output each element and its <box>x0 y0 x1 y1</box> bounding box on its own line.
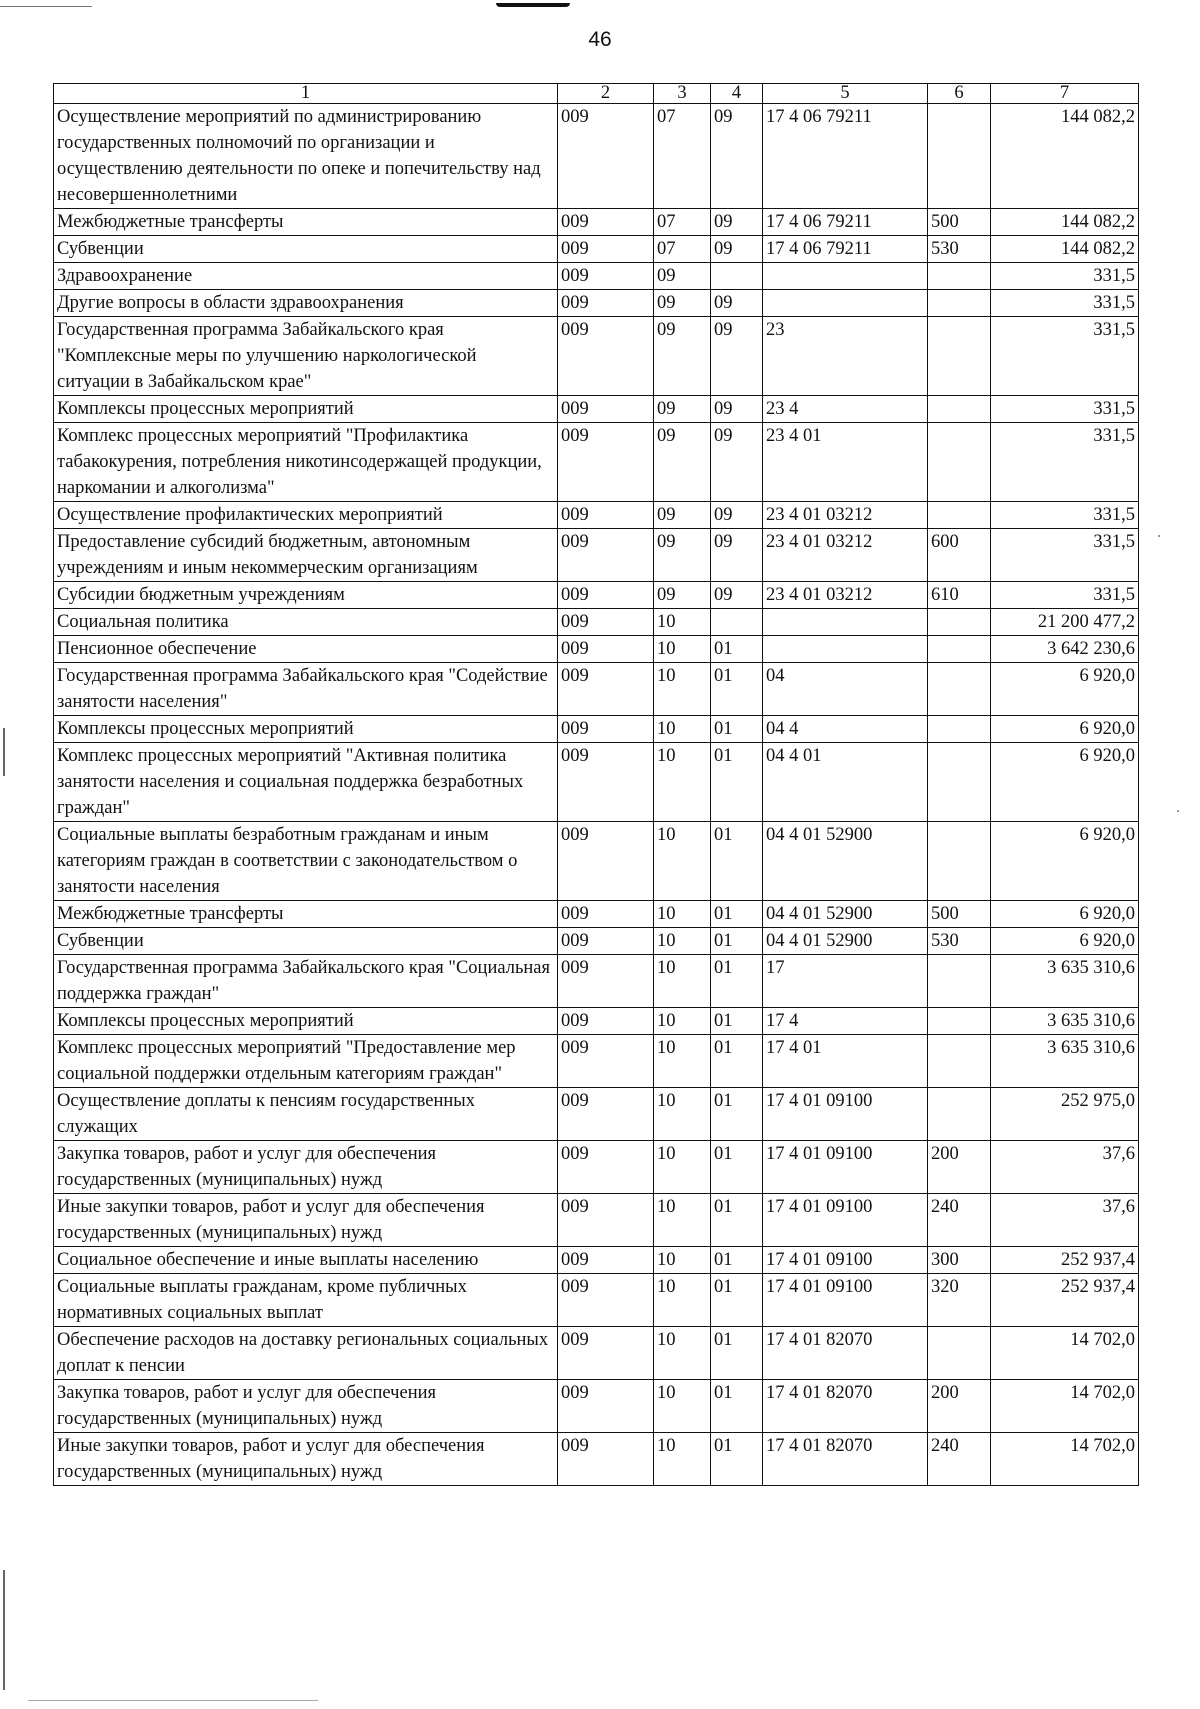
subsection-code-cell <box>711 609 763 636</box>
subsection-code-cell: 01 <box>711 1141 763 1194</box>
expense-name-cell: Иные закупки товаров, работ и услуг для обеспечения государственных (муниципальных) нужд <box>54 1433 558 1486</box>
subsection-code-cell: 01 <box>711 955 763 1008</box>
table-row <box>54 263 1139 290</box>
subsection-code-cell: 01 <box>711 822 763 901</box>
expense-name-cell: Комплексы процессных мероприятий <box>54 716 558 743</box>
amount-cell: 331,5 <box>991 290 1139 317</box>
expense-name-cell: Межбюджетные трансферты <box>54 901 558 928</box>
table-row <box>54 1035 1139 1088</box>
subsection-code-cell: 01 <box>711 901 763 928</box>
expense-type-cell <box>928 743 991 822</box>
scan-artifact-mark <box>496 3 570 7</box>
expense-name-cell: Пенсионное обеспечение <box>54 636 558 663</box>
subsection-code-cell: 01 <box>711 663 763 716</box>
expense-type-cell: 500 <box>928 901 991 928</box>
amount-cell: 144 082,2 <box>991 104 1139 209</box>
table-row <box>54 1088 1139 1141</box>
expense-type-cell: 600 <box>928 529 991 582</box>
expense-type-cell: 530 <box>928 236 991 263</box>
target-article-cell <box>763 636 928 663</box>
subsection-code-cell: 01 <box>711 1327 763 1380</box>
subsection-code-cell: 09 <box>711 290 763 317</box>
expense-type-cell <box>928 609 991 636</box>
expense-name-cell: Государственная программа Забайкальского края "Комплексные меры по улучшению наркологической ситуации в Забайкальском крае" <box>54 317 558 396</box>
expense-name-cell: Осуществление мероприятий по администрированию государственных полномочий по организации и осуществлению деятельности по опеке и попечительству над несовершеннолетними <box>54 104 558 209</box>
expense-name-cell: Комплекс процессных мероприятий "Предоставление мер социальной поддержки отдельным категориям граждан" <box>54 1035 558 1088</box>
expense-type-cell <box>928 716 991 743</box>
target-article-cell: 04 4 01 <box>763 743 928 822</box>
expense-name-cell: Субвенции <box>54 928 558 955</box>
amount-cell: 3 635 310,6 <box>991 1008 1139 1035</box>
expense-type-cell <box>928 290 991 317</box>
section-code-cell: 10 <box>654 955 711 1008</box>
target-article-cell: 17 4 01 09100 <box>763 1088 928 1141</box>
section-code-cell: 10 <box>654 1088 711 1141</box>
expense-name-cell: Комплекс процессных мероприятий "Активная политика занятости населения и социальная поддержка безработных граждан" <box>54 743 558 822</box>
ministry-code-cell: 009 <box>558 609 654 636</box>
table-row <box>54 290 1139 317</box>
table-row <box>54 1194 1139 1247</box>
subsection-code-cell: 01 <box>711 636 763 663</box>
table-row <box>54 582 1139 609</box>
section-code-cell: 10 <box>654 901 711 928</box>
target-article-cell: 17 4 01 09100 <box>763 1141 928 1194</box>
section-code-cell: 09 <box>654 502 711 529</box>
expense-type-cell <box>928 1008 991 1035</box>
expense-type-cell: 320 <box>928 1274 991 1327</box>
subsection-code-cell: 01 <box>711 1035 763 1088</box>
table-row <box>54 529 1139 582</box>
amount-cell: 331,5 <box>991 423 1139 502</box>
ministry-code-cell: 009 <box>558 928 654 955</box>
subsection-code-cell: 01 <box>711 716 763 743</box>
section-code-cell: 10 <box>654 609 711 636</box>
ministry-code-cell: 009 <box>558 502 654 529</box>
column-number: 3 <box>654 84 711 104</box>
target-article-cell: 17 4 06 79211 <box>763 236 928 263</box>
expense-type-cell <box>928 822 991 901</box>
amount-cell: 3 642 230,6 <box>991 636 1139 663</box>
expense-type-cell <box>928 1327 991 1380</box>
column-number: 5 <box>763 84 928 104</box>
table-row <box>54 716 1139 743</box>
subsection-code-cell: 01 <box>711 1380 763 1433</box>
expense-type-cell <box>928 423 991 502</box>
section-code-cell: 09 <box>654 423 711 502</box>
expense-type-cell: 240 <box>928 1194 991 1247</box>
target-article-cell: 23 <box>763 317 928 396</box>
target-article-cell: 04 4 01 52900 <box>763 822 928 901</box>
ministry-code-cell: 009 <box>558 290 654 317</box>
ministry-code-cell: 009 <box>558 663 654 716</box>
column-number: 1 <box>54 84 558 104</box>
expense-name-cell: Закупка товаров, работ и услуг для обеспечения государственных (муниципальных) нужд <box>54 1380 558 1433</box>
section-code-cell: 10 <box>654 822 711 901</box>
subsection-code-cell: 01 <box>711 928 763 955</box>
ministry-code-cell: 009 <box>558 1327 654 1380</box>
ministry-code-cell: 009 <box>558 1141 654 1194</box>
amount-cell: 14 702,0 <box>991 1433 1139 1486</box>
section-code-cell: 09 <box>654 317 711 396</box>
target-article-cell: 04 4 01 52900 <box>763 928 928 955</box>
expense-name-cell: Комплекс процессных мероприятий "Профилактика табакокурения, потребления никотинсодержащей продукции, наркомании и алкоголизма" <box>54 423 558 502</box>
table-row <box>54 1327 1139 1380</box>
target-article-cell: 17 4 01 09100 <box>763 1274 928 1327</box>
target-article-cell: 17 4 01 82070 <box>763 1327 928 1380</box>
ministry-code-cell: 009 <box>558 1008 654 1035</box>
target-article-cell: 17 4 01 82070 <box>763 1380 928 1433</box>
expense-name-cell: Здравоохранение <box>54 263 558 290</box>
expense-name-cell: Предоставление субсидий бюджетным, автономным учреждениям и иным некоммерческим организациям <box>54 529 558 582</box>
subsection-code-cell: 01 <box>711 1088 763 1141</box>
section-code-cell: 10 <box>654 1247 711 1274</box>
subsection-code-cell: 09 <box>711 582 763 609</box>
table-row <box>54 1380 1139 1433</box>
expense-name-cell: Социальное обеспечение и иные выплаты населению <box>54 1247 558 1274</box>
table-row <box>54 317 1139 396</box>
target-article-cell: 23 4 01 <box>763 423 928 502</box>
subsection-code-cell: 09 <box>711 209 763 236</box>
expense-type-cell <box>928 104 991 209</box>
amount-cell: 252 937,4 <box>991 1274 1139 1327</box>
amount-cell: 6 920,0 <box>991 928 1139 955</box>
expense-type-cell: 200 <box>928 1141 991 1194</box>
table-row <box>54 901 1139 928</box>
scan-speck <box>1158 535 1160 537</box>
column-number: 7 <box>991 84 1139 104</box>
ministry-code-cell: 009 <box>558 209 654 236</box>
expense-type-cell <box>928 1088 991 1141</box>
section-code-cell: 10 <box>654 1327 711 1380</box>
table-row <box>54 955 1139 1008</box>
expense-type-cell <box>928 1035 991 1088</box>
table-row <box>54 104 1139 209</box>
ministry-code-cell: 009 <box>558 716 654 743</box>
amount-cell: 21 200 477,2 <box>991 609 1139 636</box>
amount-cell: 331,5 <box>991 396 1139 423</box>
section-code-cell: 07 <box>654 236 711 263</box>
subsection-code-cell: 01 <box>711 1008 763 1035</box>
amount-cell: 3 635 310,6 <box>991 1035 1139 1088</box>
expense-type-cell <box>928 636 991 663</box>
expense-name-cell: Осуществление доплаты к пенсиям государственных служащих <box>54 1088 558 1141</box>
target-article-cell: 17 4 01 82070 <box>763 1433 928 1486</box>
subsection-code-cell: 09 <box>711 104 763 209</box>
table-row <box>54 1008 1139 1035</box>
ministry-code-cell: 009 <box>558 1274 654 1327</box>
subsection-code-cell <box>711 263 763 290</box>
subsection-code-cell: 09 <box>711 236 763 263</box>
subsection-code-cell: 01 <box>711 743 763 822</box>
ministry-code-cell: 009 <box>558 317 654 396</box>
table-header-row <box>54 84 1139 104</box>
section-code-cell: 10 <box>654 1380 711 1433</box>
expense-type-cell <box>928 955 991 1008</box>
amount-cell: 14 702,0 <box>991 1327 1139 1380</box>
ministry-code-cell: 009 <box>558 104 654 209</box>
ministry-code-cell: 009 <box>558 1088 654 1141</box>
ministry-code-cell: 009 <box>558 636 654 663</box>
table-row <box>54 236 1139 263</box>
ministry-code-cell: 009 <box>558 1247 654 1274</box>
expense-name-cell: Социальная политика <box>54 609 558 636</box>
ministry-code-cell: 009 <box>558 1380 654 1433</box>
table-row <box>54 1433 1139 1486</box>
target-article-cell: 17 4 01 <box>763 1035 928 1088</box>
ministry-code-cell: 009 <box>558 236 654 263</box>
table-row <box>54 1274 1139 1327</box>
section-code-cell: 09 <box>654 582 711 609</box>
amount-cell: 6 920,0 <box>991 663 1139 716</box>
target-article-cell: 17 <box>763 955 928 1008</box>
target-article-cell <box>763 290 928 317</box>
amount-cell: 37,6 <box>991 1194 1139 1247</box>
ministry-code-cell: 009 <box>558 1035 654 1088</box>
section-code-cell: 10 <box>654 663 711 716</box>
ministry-code-cell: 009 <box>558 901 654 928</box>
expense-name-cell: Иные закупки товаров, работ и услуг для обеспечения государственных (муниципальных) нужд <box>54 1194 558 1247</box>
target-article-cell: 17 4 06 79211 <box>763 104 928 209</box>
scan-speck <box>1177 810 1179 812</box>
column-number: 6 <box>928 84 991 104</box>
expense-type-cell <box>928 317 991 396</box>
amount-cell: 252 975,0 <box>991 1088 1139 1141</box>
table-row <box>54 743 1139 822</box>
expense-type-cell: 500 <box>928 209 991 236</box>
table-row <box>54 663 1139 716</box>
section-code-cell: 10 <box>654 636 711 663</box>
section-code-cell: 07 <box>654 209 711 236</box>
subsection-code-cell: 01 <box>711 1194 763 1247</box>
ministry-code-cell: 009 <box>558 1433 654 1486</box>
section-code-cell: 10 <box>654 928 711 955</box>
amount-cell: 6 920,0 <box>991 822 1139 901</box>
target-article-cell: 04 4 01 52900 <box>763 901 928 928</box>
expense-type-cell <box>928 663 991 716</box>
expense-name-cell: Государственная программа Забайкальского края "Социальная поддержка граждан" <box>54 955 558 1008</box>
section-code-cell: 09 <box>654 529 711 582</box>
amount-cell: 331,5 <box>991 582 1139 609</box>
amount-cell: 6 920,0 <box>991 901 1139 928</box>
section-code-cell: 10 <box>654 1035 711 1088</box>
target-article-cell: 17 4 <box>763 1008 928 1035</box>
ministry-code-cell: 009 <box>558 582 654 609</box>
amount-cell: 14 702,0 <box>991 1380 1139 1433</box>
target-article-cell: 23 4 <box>763 396 928 423</box>
table-row <box>54 609 1139 636</box>
expense-name-cell: Социальные выплаты безработным гражданам и иным категориям граждан в соответствии с законодательством о занятости населения <box>54 822 558 901</box>
expense-type-cell <box>928 502 991 529</box>
budget-table <box>53 83 1139 1486</box>
expense-type-cell: 240 <box>928 1433 991 1486</box>
expense-type-cell: 610 <box>928 582 991 609</box>
table-row <box>54 1141 1139 1194</box>
expense-type-cell <box>928 263 991 290</box>
expense-type-cell: 530 <box>928 928 991 955</box>
table-row <box>54 1247 1139 1274</box>
subsection-code-cell: 09 <box>711 502 763 529</box>
section-code-cell: 09 <box>654 396 711 423</box>
target-article-cell <box>763 263 928 290</box>
subsection-code-cell: 09 <box>711 396 763 423</box>
amount-cell: 144 082,2 <box>991 236 1139 263</box>
ministry-code-cell: 009 <box>558 955 654 1008</box>
ministry-code-cell: 009 <box>558 529 654 582</box>
subsection-code-cell: 09 <box>711 317 763 396</box>
amount-cell: 331,5 <box>991 317 1139 396</box>
expense-name-cell: Субвенции <box>54 236 558 263</box>
expense-name-cell: Государственная программа Забайкальского края "Содействие занятости населения" <box>54 663 558 716</box>
ministry-code-cell: 009 <box>558 263 654 290</box>
amount-cell: 331,5 <box>991 502 1139 529</box>
section-code-cell: 10 <box>654 716 711 743</box>
target-article-cell: 17 4 01 09100 <box>763 1247 928 1274</box>
table-row <box>54 928 1139 955</box>
ministry-code-cell: 009 <box>558 1194 654 1247</box>
table-row <box>54 423 1139 502</box>
section-code-cell: 10 <box>654 1141 711 1194</box>
target-article-cell: 04 4 <box>763 716 928 743</box>
target-article-cell: 23 4 01 03212 <box>763 582 928 609</box>
section-code-cell: 09 <box>654 290 711 317</box>
ministry-code-cell: 009 <box>558 743 654 822</box>
ministry-code-cell: 009 <box>558 822 654 901</box>
table-row <box>54 636 1139 663</box>
table-row <box>54 822 1139 901</box>
section-code-cell: 10 <box>654 1433 711 1486</box>
expense-name-cell: Осуществление профилактических мероприятий <box>54 502 558 529</box>
scan-edge-line <box>0 6 92 7</box>
section-code-cell: 10 <box>654 1194 711 1247</box>
table-row <box>54 502 1139 529</box>
amount-cell: 252 937,4 <box>991 1247 1139 1274</box>
expense-type-cell <box>928 396 991 423</box>
expense-name-cell: Комплексы процессных мероприятий <box>54 396 558 423</box>
expense-name-cell: Закупка товаров, работ и услуг для обеспечения государственных (муниципальных) нужд <box>54 1141 558 1194</box>
section-code-cell: 09 <box>654 263 711 290</box>
amount-cell: 6 920,0 <box>991 743 1139 822</box>
table-row <box>54 209 1139 236</box>
subsection-code-cell: 09 <box>711 423 763 502</box>
expense-name-cell: Комплексы процессных мероприятий <box>54 1008 558 1035</box>
target-article-cell: 17 4 01 09100 <box>763 1194 928 1247</box>
target-article-cell: 23 4 01 03212 <box>763 529 928 582</box>
section-code-cell: 10 <box>654 1008 711 1035</box>
amount-cell: 3 635 310,6 <box>991 955 1139 1008</box>
subsection-code-cell: 01 <box>711 1274 763 1327</box>
expense-type-cell: 200 <box>928 1380 991 1433</box>
target-article-cell: 04 <box>763 663 928 716</box>
expense-name-cell: Обеспечение расходов на доставку региональных социальных доплат к пенсии <box>54 1327 558 1380</box>
subsection-code-cell: 01 <box>711 1433 763 1486</box>
table-row <box>54 396 1139 423</box>
page-number: 46 <box>588 28 612 51</box>
section-code-cell: 10 <box>654 743 711 822</box>
ministry-code-cell: 009 <box>558 396 654 423</box>
target-article-cell <box>763 609 928 636</box>
column-number: 4 <box>711 84 763 104</box>
scan-artifact-mark <box>3 728 5 776</box>
section-code-cell: 10 <box>654 1274 711 1327</box>
target-article-cell: 17 4 06 79211 <box>763 209 928 236</box>
section-code-cell: 07 <box>654 104 711 209</box>
target-article-cell: 23 4 01 03212 <box>763 502 928 529</box>
ministry-code-cell: 009 <box>558 423 654 502</box>
expense-name-cell: Другие вопросы в области здравоохранения <box>54 290 558 317</box>
amount-cell: 6 920,0 <box>991 716 1139 743</box>
subsection-code-cell: 09 <box>711 529 763 582</box>
amount-cell: 37,6 <box>991 1141 1139 1194</box>
amount-cell: 144 082,2 <box>991 209 1139 236</box>
scan-edge-line <box>28 1700 318 1701</box>
column-number: 2 <box>558 84 654 104</box>
subsection-code-cell: 01 <box>711 1247 763 1274</box>
amount-cell: 331,5 <box>991 263 1139 290</box>
expense-name-cell: Межбюджетные трансферты <box>54 209 558 236</box>
scan-artifact-mark <box>3 1570 5 1690</box>
amount-cell: 331,5 <box>991 529 1139 582</box>
expense-name-cell: Социальные выплаты гражданам, кроме публичных нормативных социальных выплат <box>54 1274 558 1327</box>
expense-name-cell: Субсидии бюджетным учреждениям <box>54 582 558 609</box>
expense-type-cell: 300 <box>928 1247 991 1274</box>
